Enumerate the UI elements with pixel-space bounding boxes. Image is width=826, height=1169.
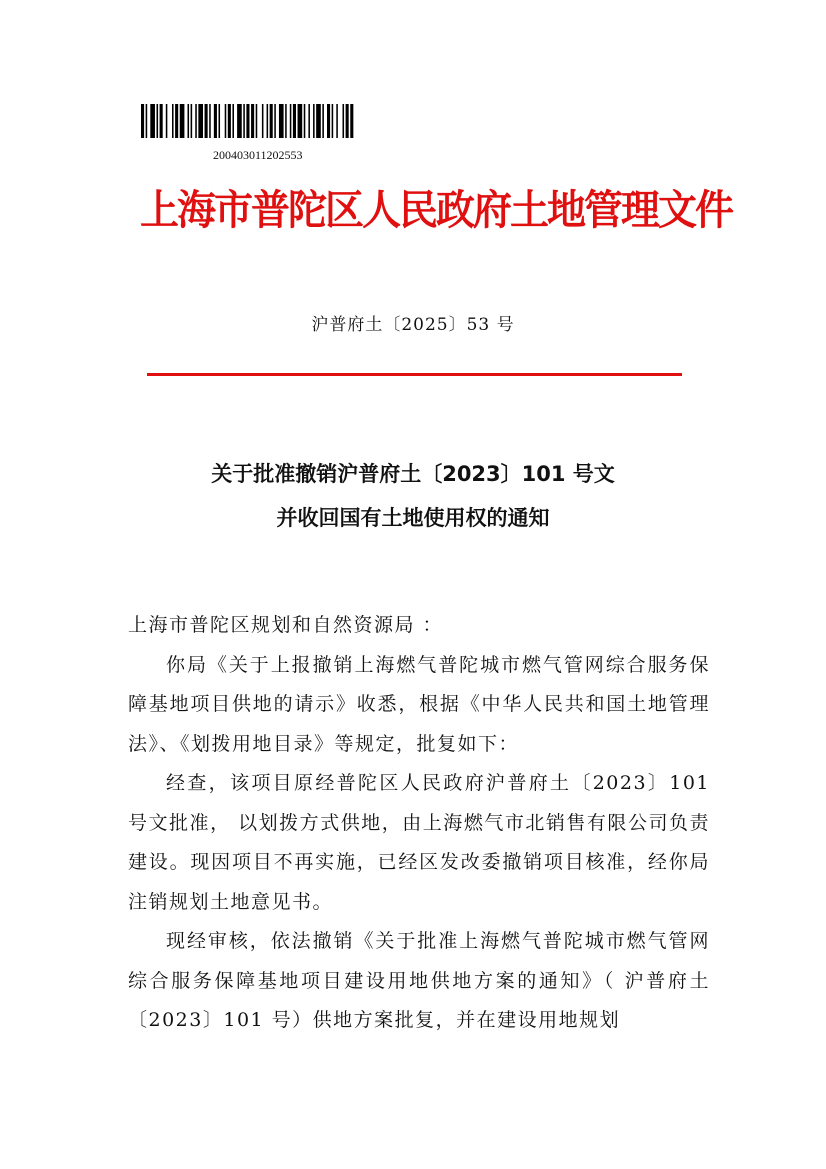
- barcode-bar: [327, 104, 330, 138]
- barcode-bar: [237, 104, 242, 138]
- barcode-bar: [205, 104, 208, 138]
- barcode-bar: [157, 104, 159, 138]
- document-title-line-2: 并收回国有土地使用权的通知: [276, 506, 550, 530]
- barcode-bar: [256, 104, 258, 138]
- barcode-bar: [285, 104, 287, 138]
- barcode-bar: [209, 104, 211, 138]
- barcode-bar: [274, 104, 276, 138]
- barcode-bar: [228, 104, 231, 138]
- barcode-bar: [279, 104, 284, 138]
- barcode-bar: [141, 104, 144, 138]
- barcode-bar: [180, 104, 185, 138]
- barcode-bar: [308, 104, 310, 138]
- recipient-line: 上海市普陀区规划和自然资源局 ：: [128, 614, 444, 636]
- barcode-bar: [225, 104, 227, 138]
- barcode-bar: [219, 104, 221, 138]
- body-paragraph-1: 你局《关于上报撤销上海燃气普陀城市燃气管网综合服务保障基地项目供地的请示》收悉，根据《中华人民共和国土地管理法》、《划拨用地目录》等规定，批复如下：: [128, 653, 710, 755]
- barcode-bar: [198, 104, 203, 138]
- barcode-bar: [343, 104, 345, 138]
- barcode-bar: [332, 104, 334, 138]
- barcode-bar: [150, 104, 155, 138]
- barcode-bar: [304, 104, 306, 138]
- barcode-bar: [350, 104, 353, 138]
- barcode-bar: [146, 104, 148, 138]
- document-body: [128, 606, 710, 1041]
- body-paragraph-2: 经查，该项目原经普陀区人民政府沪普府土〔2023〕101 号文批准， 以划拨方式供地，由上海燃气市北销售有限公司负责建设。现因项目不再实施，已经区发改委撤销项目核准，经你局注销规划土地意见书。: [128, 772, 710, 913]
- barcode-bar: [316, 104, 321, 138]
- barcode-bar: [172, 104, 174, 138]
- barcode-bar: [262, 104, 264, 138]
- barcode-bar: [267, 104, 269, 138]
- barcode-bar: [322, 104, 324, 138]
- barcode-bar: [246, 104, 249, 138]
- barcode-bar: [188, 104, 190, 138]
- document-number: 沪普府土〔2025〕53 号: [311, 315, 515, 335]
- barcode-bar: [195, 104, 197, 138]
- barcode-bar: [270, 104, 273, 138]
- barcode-bar: [251, 104, 254, 138]
- barcode-bar: [191, 104, 193, 138]
- body-paragraph-3: 现经审核，依法撤销《关于批准上海燃气普陀城市燃气管网综合服务保障基地项目建设用地供地方案的通知》（ 沪普府土〔2023〕101 号）供地方案批复，并在建设用地规划: [128, 930, 710, 1031]
- barcode-number: 200403011202553: [213, 148, 303, 162]
- barcode-bar: [166, 104, 168, 138]
- barcode-bar: [243, 104, 245, 138]
- barcode-bar: [214, 104, 217, 138]
- barcode-bar: [336, 104, 338, 138]
- red-divider-line: [147, 373, 682, 376]
- barcode-bar: [293, 104, 296, 138]
- barcode-bar: [346, 104, 349, 138]
- barcode-bar: [232, 104, 234, 138]
- masthead-title: 上海市普陀区人民政府土地管理文件: [140, 186, 733, 235]
- barcode: [141, 104, 421, 138]
- document-title-line-1: 关于批准撤销沪普府土〔2023〕101 号文: [211, 462, 615, 486]
- barcode-bar: [175, 104, 178, 138]
- barcode-bar: [290, 104, 292, 138]
- barcode-bar: [298, 104, 303, 138]
- barcode-bar: [313, 104, 315, 138]
- barcode-bar: [160, 104, 163, 138]
- document-title: [0, 452, 826, 540]
